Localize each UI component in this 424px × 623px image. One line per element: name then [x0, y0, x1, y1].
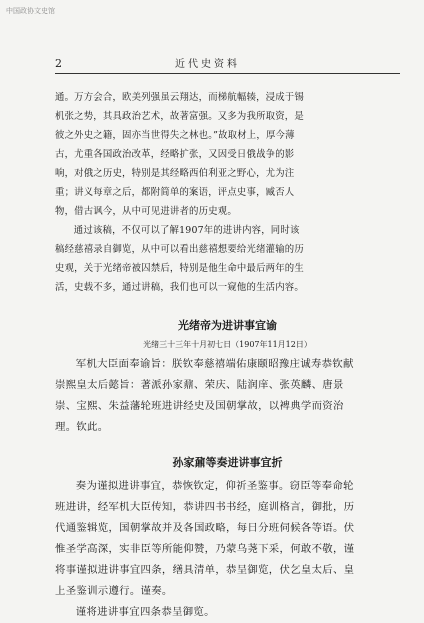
intro-text	[55, 88, 400, 297]
edict-line: 崇熙皇太后懿旨：著派孙家鼐、荣庆、陆润庠、张英麟、唐景	[55, 379, 344, 391]
intro-line: 响，对俄之历史，特别是其经略西伯利亚之野心，尤为注	[55, 168, 295, 179]
memorial-line: 代通鉴辑览，国朝掌故并及各国政略，每日分班伺候各等语。伏	[55, 522, 355, 534]
edict-line: 理。钦此。	[55, 421, 109, 433]
running-head: 近代史资料	[175, 59, 240, 70]
page-header	[55, 50, 400, 74]
memorial-line: 惟圣学高深，实非臣等所能仰赞，乃蒙乌荛下采，何敢不敬，谨	[55, 543, 355, 555]
intro-line: 机张之势，其具政治艺术，故著富强。又多为我所取资，是	[55, 111, 304, 122]
memorial-line: 将事谨拟进讲事宜四条，缮具清单，恭呈御览，伏乞皇太后、皇	[55, 564, 355, 576]
memorial-text	[55, 476, 400, 623]
page	[55, 50, 400, 623]
page-number: 2	[55, 57, 62, 70]
intro-line: 物，借古讽今，从中可见进讲者的历史观。	[55, 206, 237, 217]
intro-line: 活，史载不多，通过讲稿，我们也可以一窥他的生活内容。	[55, 282, 304, 293]
edict-line: 军机大臣面奉谕旨：朕钦奉慈禧端佑康颐昭豫庄诚寿恭钦献	[75, 358, 354, 370]
intro-line: 彼之外史之籍，固亦当世得失之林也。”故取材上，厚今薄	[55, 130, 295, 141]
section-title: 光绪帝为进讲事宜谕	[178, 319, 277, 332]
intro-line: 稿经慈禧录自御览，从中可以看出慈禧想要给光绪灌输的历	[55, 244, 304, 255]
memorial-line: 上圣鉴训示遵行。谨奏。	[55, 585, 173, 597]
watermark: 中国政协文史馆	[6, 7, 55, 15]
intro-line: 古，尤重各国政治改革，经略扩张，又因受日俄战争的影	[55, 149, 295, 160]
memorial-line: 谨将进讲事宜四条恭呈御览。	[75, 606, 215, 618]
intro-line: 通。万方会合，欧美列强虽云翔达，而梯航輻辏，浸成于锡	[55, 92, 304, 103]
intro-line: 重；讲义每章之后，都附简单的案语，评点史事，臧否人	[55, 187, 295, 198]
intro-line: 通过该稿，不仅可以了解1907年的进讲内容，同时该	[73, 225, 300, 236]
edict-text	[55, 354, 400, 438]
memorial-line: 奏为谨拟进讲事宜，恭恢钦定，仰祈圣鉴事。窃臣等奉命轮	[75, 480, 354, 492]
section-date: 光绪三十三年十月初七日（1907年11月12日）	[143, 340, 312, 349]
intro-line: 史观，关于光绪帝被囚禁后，特别是他生命中最后两年的生	[55, 263, 304, 274]
section-title: 孙家鼐等奏进讲事宜折	[172, 456, 283, 469]
edict-line: 崇、宝熙、朱益藩轮班进讲经史及国朝掌故，以裨典学而资治	[55, 400, 344, 412]
memorial-line: 班进讲，经军机大臣传知，恭讲四书书经，庭训格言，御批，历	[55, 501, 355, 513]
